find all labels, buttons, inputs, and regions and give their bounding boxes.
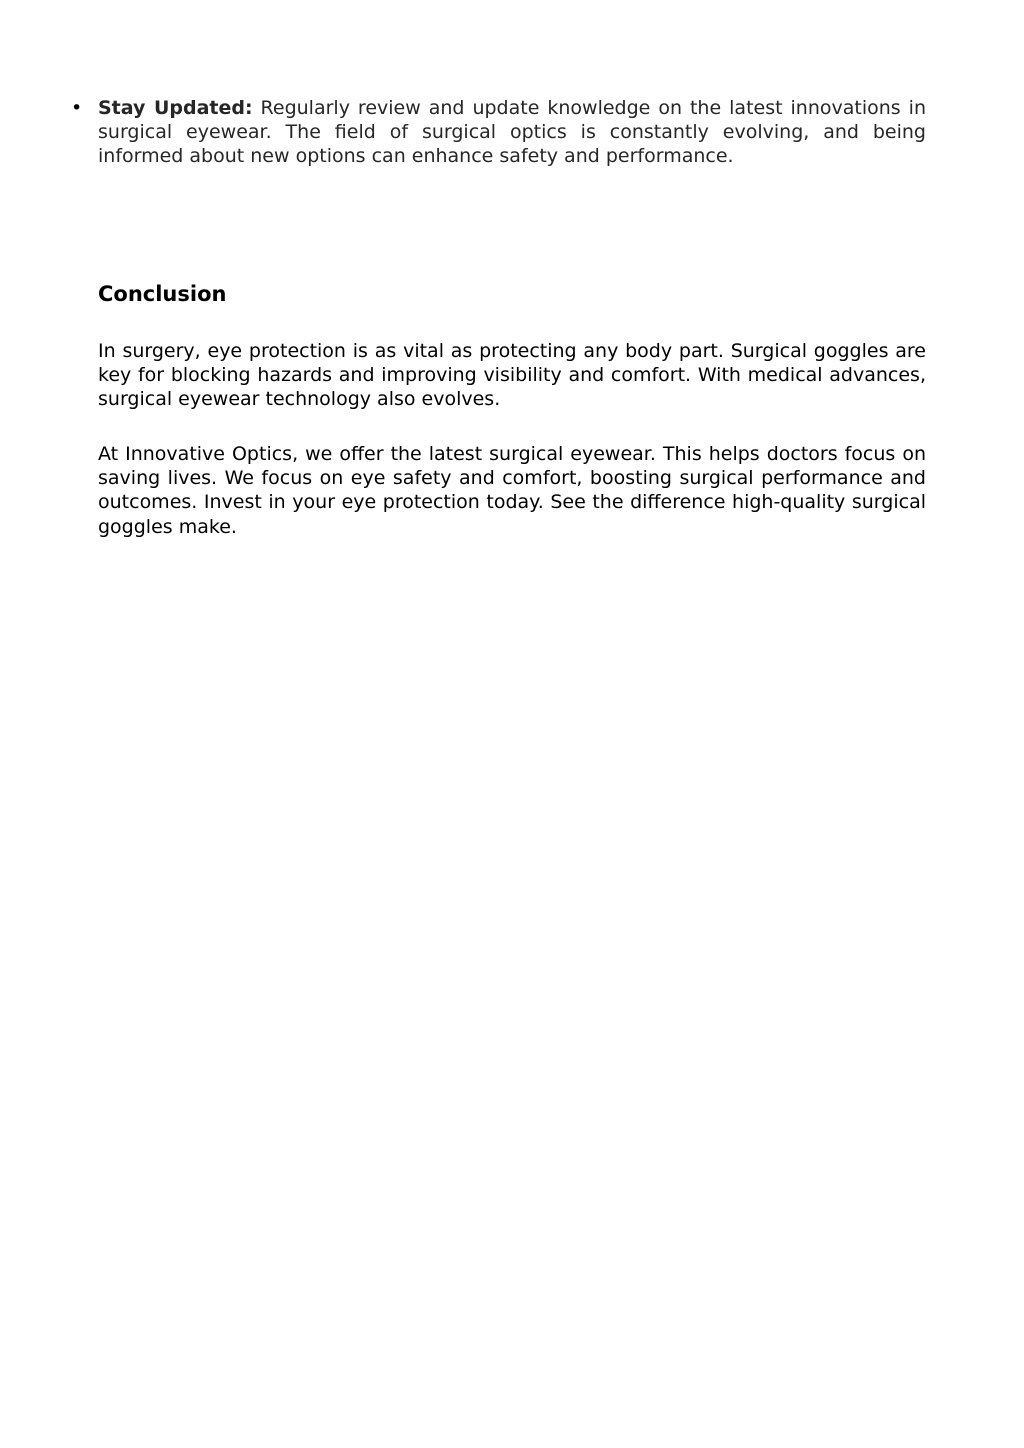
conclusion-heading: Conclusion — [98, 282, 227, 306]
bullet-list — [70, 96, 926, 169]
bullet-term: Stay Updated: — [98, 97, 253, 119]
bullet-text: Regularly review and update knowledge on the latest innovations in surgical eyewear. The field of surgical optics is constantly evolving, and being informed about new options can enhance safety and performance. — [98, 97, 926, 168]
conclusion-paragraph: In surgery, eye protection is as vital as protecting any body part. Surgical goggles are key for blocking hazards and improving visibility and comfort. With medical advances, surgical eyewear technology also evolves. — [98, 340, 926, 411]
conclusion-paragraph: At Innovative Optics, we offer the latest surgical eyewear. This helps doctors focus on saving lives. We focus on eye safety and comfort, boosting surgical performance and outcomes. Invest in your eye protection today. See the difference high-quality surgical goggles make. — [98, 443, 926, 538]
list-item — [70, 96, 926, 169]
bullet-icon: • — [71, 97, 83, 119]
